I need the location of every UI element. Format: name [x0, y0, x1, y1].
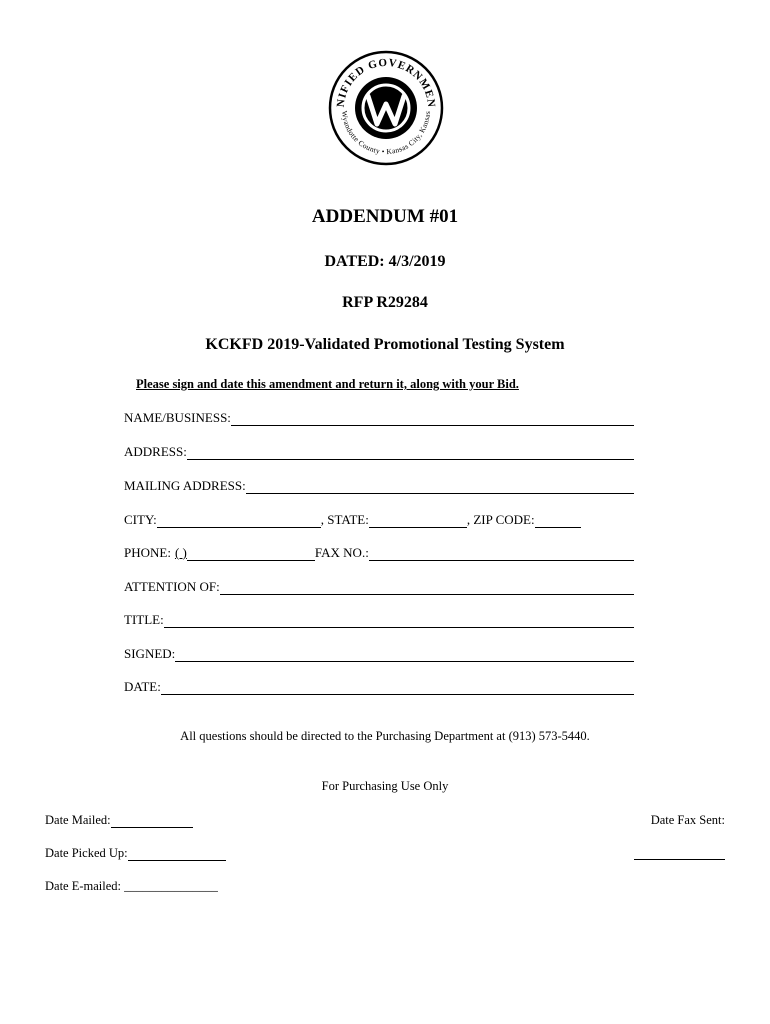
date-mailed-label: Date Mailed: — [45, 813, 111, 827]
signed-label: SIGNED: — [124, 646, 176, 661]
date-picked-up-line[interactable] — [128, 846, 226, 861]
dated-line: DATED: 4/3/2019 — [324, 253, 446, 270]
attention-line[interactable] — [220, 580, 634, 595]
phone-area-code[interactable]: ( ) — [174, 545, 187, 560]
phone-line[interactable] — [187, 546, 315, 561]
date-picked-up-label: Date Picked Up: — [45, 846, 128, 860]
rfp-number: RFP R29284 — [342, 294, 428, 311]
name-business-line[interactable] — [231, 411, 634, 426]
questions-note: All questions should be directed to the Purchasing Department at (913) 573-5440. — [180, 729, 590, 743]
title-line[interactable] — [164, 613, 634, 628]
purchasing-heading: For Purchasing Use Only — [321, 779, 449, 793]
rfp-subject: KCKFD 2019-Validated Promotional Testing System — [205, 336, 565, 353]
state-label: , STATE: — [320, 512, 369, 527]
date-picked-up-field[interactable] — [45, 846, 226, 861]
signed-field[interactable] — [124, 644, 634, 662]
attention-field[interactable] — [124, 577, 634, 595]
title-label: TITLE: — [124, 612, 164, 627]
seal-bottom-text: Wyandotte County • Kansas City, Kansas — [339, 110, 433, 157]
date-mailed-line[interactable] — [111, 813, 193, 828]
date-mailed-field[interactable] — [45, 813, 193, 828]
instruction-note: Please sign and date this amendment and return it, along with your Bid. — [136, 377, 519, 391]
date-fax-sent-line[interactable] — [634, 845, 725, 860]
zip-line[interactable] — [535, 513, 581, 528]
phone-fax-row — [124, 543, 634, 561]
date-field[interactable] — [124, 677, 634, 695]
fax-label: FAX NO.: — [314, 545, 369, 560]
city-state-zip-row — [124, 510, 594, 528]
unified-government-seal — [328, 50, 444, 166]
address-line[interactable] — [187, 445, 634, 460]
signed-line[interactable] — [175, 647, 634, 662]
date-fax-sent-label: Date Fax Sent: — [650, 813, 725, 827]
state-line[interactable] — [369, 513, 467, 528]
zip-label: , ZIP CODE: — [466, 512, 535, 527]
seal-top-text: NIFIED GOVERNMEN — [334, 56, 438, 109]
address-field[interactable] — [124, 442, 634, 460]
addendum-title: ADDENDUM #01 — [311, 206, 459, 227]
title-field[interactable] — [124, 610, 634, 628]
address-label: ADDRESS: — [124, 444, 187, 459]
date-emailed-field[interactable]: Date E-mailed: _______________ — [45, 879, 218, 893]
fax-line[interactable] — [369, 546, 634, 561]
date-label: DATE: — [124, 679, 161, 694]
mailing-address-label: MAILING ADDRESS: — [124, 478, 246, 493]
city-label: CITY: — [124, 512, 157, 527]
name-business-field[interactable] — [124, 408, 634, 426]
name-business-label: NAME/BUSINESS: — [124, 410, 231, 425]
attention-label: ATTENTION OF: — [124, 579, 220, 594]
mailing-address-line[interactable] — [246, 479, 634, 494]
phone-label: PHONE: — [124, 545, 171, 560]
mailing-address-field[interactable] — [124, 476, 634, 494]
city-line[interactable] — [157, 513, 321, 528]
date-line[interactable] — [161, 680, 634, 695]
